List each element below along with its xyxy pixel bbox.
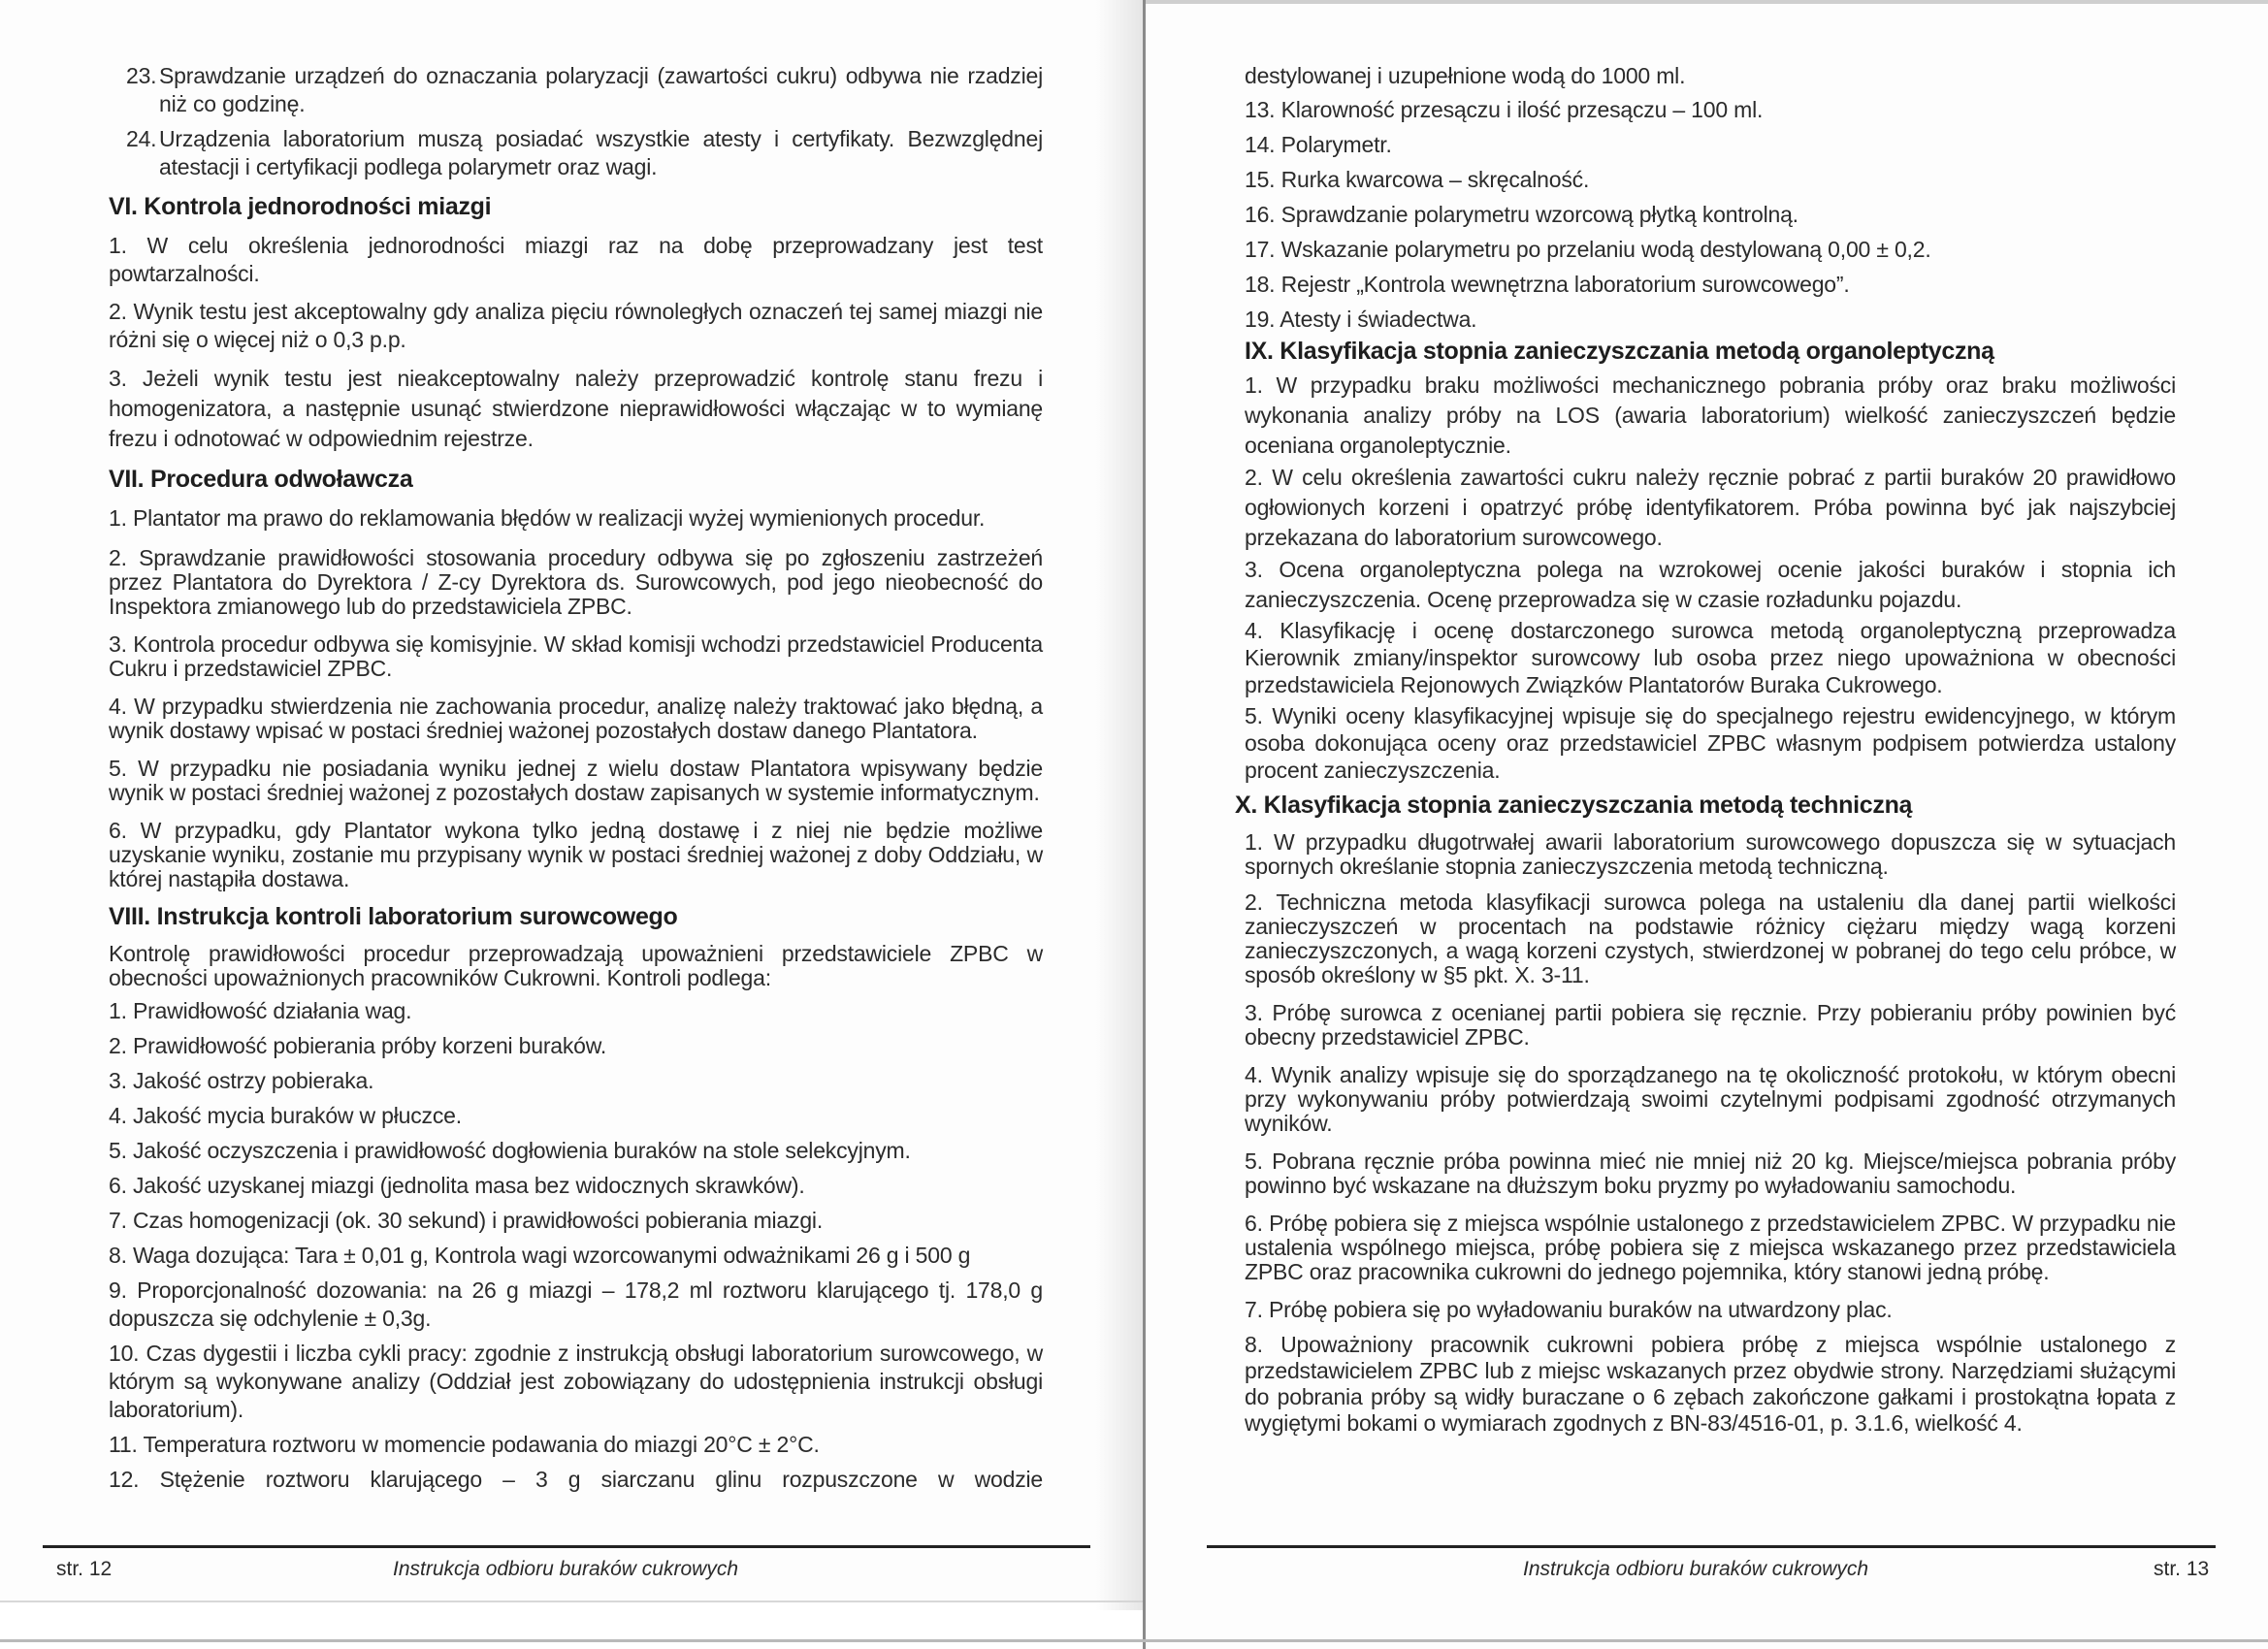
list-item: 16. Sprawdzanie polarymetru wzorcową płytką kontrolną. bbox=[1245, 202, 1798, 227]
gutter-shadow bbox=[1096, 0, 1143, 1610]
list-item: 19. Atesty i świadectwa. bbox=[1245, 307, 1477, 332]
paragraph: 1. Plantator ma prawo do reklamowania błędów w realizacji wyżej wymienionych procedur. bbox=[109, 505, 986, 531]
paragraph: 3. Kontrola procedur odbywa się komisyjnie. W skład komisji wchodzi przedstawiciel Producenta Cukru i przedstawiciel ZPBC. bbox=[109, 631, 1043, 681]
list-item: 3. Jakość ostrzy pobieraka. bbox=[109, 1068, 374, 1093]
running-title-right: Instrukcja odbioru buraków cukrowych bbox=[1523, 1558, 1868, 1580]
list-item: 6. Jakość uzyskanej miazgi (jednolita masa bez widocznych skrawków). bbox=[109, 1173, 805, 1198]
list-item: 8. Waga dozująca: Tara ± 0,01 g, Kontrola wagi wzorcowanymi odważnikami 26 g i 500 g bbox=[109, 1243, 971, 1268]
list-item: 1. Prawidłowość działania wag. bbox=[109, 998, 412, 1023]
list-item: 12. Stężenie roztworu klarującego – 3 g siarczanu glinu rozpuszczone w wodzie bbox=[109, 1467, 1043, 1492]
paragraph: 7. Próbę pobiera się po wyładowaniu buraków na utwardzony plac. bbox=[1245, 1297, 1893, 1322]
running-title-left: Instrukcja odbioru buraków cukrowych bbox=[393, 1558, 738, 1580]
paragraph: 4. W przypadku stwierdzenia nie zachowania procedur, analizę należy traktować jako błędną, a wynik dostawy wpisać w postaci średniej ważonej pozostałych dostaw danego Plantatora. bbox=[109, 694, 1043, 743]
left-page-text bbox=[109, 62, 1043, 1504]
section-heading-vi: VI. Kontrola jednorodności miazgi bbox=[109, 193, 492, 220]
footer-rule-left bbox=[43, 1545, 1090, 1548]
list-item: 13. Klarowność przesączu i ilość przesączu – 100 ml. bbox=[1245, 97, 1764, 122]
list-item: 2. Prawidłowość pobierania próby korzeni buraków. bbox=[109, 1033, 607, 1058]
page-number-right: str. 13 bbox=[2154, 1558, 2210, 1580]
section-heading-viii: VIII. Instrukcja kontroli laboratorium surowcowego bbox=[109, 903, 678, 930]
paragraph: 3. Jeżeli wynik testu jest nieakceptowalny należy przeprowadzić kontrolę stanu frezu i homogenizatora, a następnie usunąć stwierdzone nieprawidłowości włączając w to wymianę frezu i odnotować w odpowiednim rejestrze. bbox=[109, 366, 1043, 451]
list-item: 17. Wskazanie polarymetru po przelaniu wodą destylowaną 0,00 ± 0,2. bbox=[1245, 237, 1931, 262]
book-gutter bbox=[1143, 0, 1146, 1649]
paragraph: 1. W przypadku braku możliwości mechanicznego pobrania próby oraz braku możliwości wykonania analizy próby na LOS (awaria laboratorium) wielkość zanieczyszczeń będzie oceniana organoleptycznie. bbox=[1245, 372, 2176, 458]
paragraph: 2. Wynik testu jest akceptowalny gdy analiza pięciu równoległych oznaczeń tej samej miazgi nie różni się o więcej niż o 0,3 p.p. bbox=[109, 299, 1043, 352]
section-heading-x: X. Klasyfikacja stopnia zanieczyszczania metodą techniczną bbox=[1235, 792, 1913, 819]
paragraph: 2. Sprawdzanie prawidłowości stosowania procedury odbywa się po zgłoszeniu zastrzeżeń przez Plantatora do Dyrektora / Z-cy Dyrektora ds. Surowcowych, pod jego nieobecność do Inspektora zmianowego lub do przedstawiciela ZPBC. bbox=[109, 545, 1043, 619]
list-item: 10. Czas dygestii i liczba cykli pracy: zgodnie z instrukcją obsługi laboratorium surowcowego, w którym są wykonywane analizy (Oddział jest zobowiązany do udostępnienia instrukcji obsługi laboratorium). bbox=[109, 1341, 1043, 1422]
section-heading-ix: IX. Klasyfikacja stopnia zanieczyszczania metodą organoleptyczną bbox=[1245, 338, 1994, 365]
list-item: 18. Rejestr „Kontrola wewnętrzna laboratorium surowcowego”. bbox=[1245, 272, 1850, 297]
paragraph: 6. W przypadku, gdy Plantator wykona tylko jedną dostawę i z niej nie będzie możliwe uzyskanie wyniku, zostanie mu przypisany wynik w postaci średniej ważonej z doby Oddziału, w której nastąpiła dostawa. bbox=[109, 818, 1043, 891]
right-page-top-edge bbox=[1146, 0, 2268, 4]
section-heading-vii: VII. Procedura odwoławcza bbox=[109, 466, 413, 493]
paragraph: 2. W celu określenia zawartości cukru należy ręcznie pobrać z partii buraków 20 prawidłowo ogłowionych korzeni i opatrzyć próbę identyfikatorem. Próba powinna być jak najszybciej przekazana do laboratorium surowcowego. bbox=[1245, 465, 2176, 550]
item-24: 24. Urządzenia laboratorium muszą posiadać wszystkie atesty i certyfikaty. Bezwzględnej atestacji i certyfikacji podlega polarymetr oraz wagi. bbox=[126, 126, 1043, 179]
list-item: 15. Rurka kwarcowa – skręcalność. bbox=[1245, 167, 1590, 192]
paragraph: 8. Upoważniony pracownik cukrowni pobiera próbę z miejsca wspólnie ustalonego z przedstawicielem ZPBC lub z miejsc wskazanych przez obydwie strony. Narzędziami służącymi do pobrania próby są widły buraczane o 6 zębach zakończone gałkami i prostokątna łopata z wygiętymi bokami o wymiarach zgodnych z BN-83/4516-01, p. 3.1.6, wielkość 4. bbox=[1245, 1332, 2176, 1436]
list-item: 4. Jakość mycia buraków w płuczce. bbox=[109, 1103, 462, 1128]
paragraph: 3. Próbę surowca z ocenianej partii pobiera się ręcznie. Przy pobieraniu próby powinien być obecny przedstawiciel ZPBC. bbox=[1245, 1000, 2176, 1050]
list-item: 7. Czas homogenizacji (ok. 30 sekund) i prawidłowości pobierania miazgi. bbox=[109, 1208, 824, 1233]
paragraph: 4. Wynik analizy wpisuje się do sporządzanego na tę okoliczność protokołu, w którym obecni przy wykonywaniu próby potwierdzają swoimi czytelnymi podpisami zgodność otrzymanych wyników. bbox=[1245, 1062, 2176, 1136]
paragraph: 5. W przypadku nie posiadania wyniku jednej z wielu dostaw Plantatora wpisywany będzie wynik w postaci średniej ważonej z pozostałych dostaw zapisanych w systemie informatycznym. bbox=[109, 756, 1043, 805]
list-item-continuation: destylowanej i uzupełnione wodą do 1000 ml. bbox=[1245, 63, 1686, 88]
footer-rule-right bbox=[1207, 1545, 2216, 1548]
page-number-left: str. 12 bbox=[56, 1558, 113, 1580]
scan-bottom-edge bbox=[0, 1639, 2268, 1642]
paragraph: Kontrolę prawidłowości procedur przeprowadzają upoważnieni przedstawiciele ZPBC w obecności upoważnionych pracowników Cukrowni. Kontroli podlega: bbox=[109, 941, 1043, 990]
paragraph: 5. Pobrana ręcznie próba powinna mieć nie mniej niż 20 kg. Miejsce/miejsca pobrania próby powinno być wskazane na dłuższym boku pryzmy po wyładowaniu samochodu. bbox=[1245, 1148, 2176, 1198]
paragraph: 4. Klasyfikację i ocenę dostarczonego surowca metodą organoleptyczną przeprowadza Kierownik zmiany/inspektor surowcowy lub osoba przez niego upoważniona w obecności przedstawiciela Rejonowych Związków Plantatorów Buraka Cukrowego. bbox=[1245, 618, 2176, 697]
paragraph: 2. Techniczna metoda klasyfikacji surowca polega na ustaleniu dla danej partii wielkości zanieczyszczeń w procentach na podstawie różnicy ciężaru między wagą korzeni zanieczyszczonych, a wagą korzeni czystych, stwierdzonej w pobranej do tego celu próbce, w sposób określony w §5 pkt. X. 3-11. bbox=[1245, 889, 2176, 987]
list-item: 14. Polarymetr. bbox=[1245, 132, 1392, 157]
paragraph: 5. Wyniki oceny klasyfikacyjnej wpisuje się do specjalnego rejestru ewidencyjnego, w którym osoba dokonująca oceny oraz przedstawiciel ZPBC własnym podpisem potwierdza ustalony procent zanieczyszczenia. bbox=[1245, 703, 2176, 783]
paragraph: 6. Próbę pobiera się z miejsca wspólnie ustalonego z przedstawicielem ZPBC. W przypadku nie ustalenia wspólnego miejsca, próbę pobiera się z miejsca wskazanego przez przedstawiciela ZPBC oraz pracownika cukrowni do jednego pojemnika, który stanowi jedną próbę. bbox=[1245, 1211, 2176, 1284]
paragraph: 1. W przypadku długotrwałej awarii laboratorium surowcowego dopuszcza się w sytuacjach spornych określanie stopnia zanieczyszczenia metodą techniczną. bbox=[1245, 829, 2176, 879]
list-item: 11. Temperatura roztworu w momencie podawania do miazgi 20°C ± 2°C. bbox=[109, 1432, 820, 1457]
item-23: 23. Sprawdzanie urządzeń do oznaczania polaryzacji (zawartości cukru) odbywa nie rzadziej niż co godzinę. bbox=[126, 63, 1043, 116]
list-item: 5. Jakość oczyszczenia i prawidłowość dogłowienia buraków na stole selekcyjnym. bbox=[109, 1138, 911, 1163]
paragraph: 3. Ocena organoleptyczna polega na wzrokowej ocenie jakości buraków i stopnia ich zanieczyszczenia. Ocenę przeprowadza się w czasie rozładunku pojazdu. bbox=[1245, 557, 2176, 612]
list-item: 9. Proporcjonalność dozowania: na 26 g miazgi – 178,2 ml roztworu klarującego tj. 178,0 g dopuszcza się odchylenie ± 0,3g. bbox=[109, 1277, 1043, 1331]
right-page-text bbox=[1235, 62, 2176, 1446]
paragraph: 1. W celu określenia jednorodności miazgi raz na dobę przeprowadzany jest test powtarzalności. bbox=[109, 233, 1043, 286]
